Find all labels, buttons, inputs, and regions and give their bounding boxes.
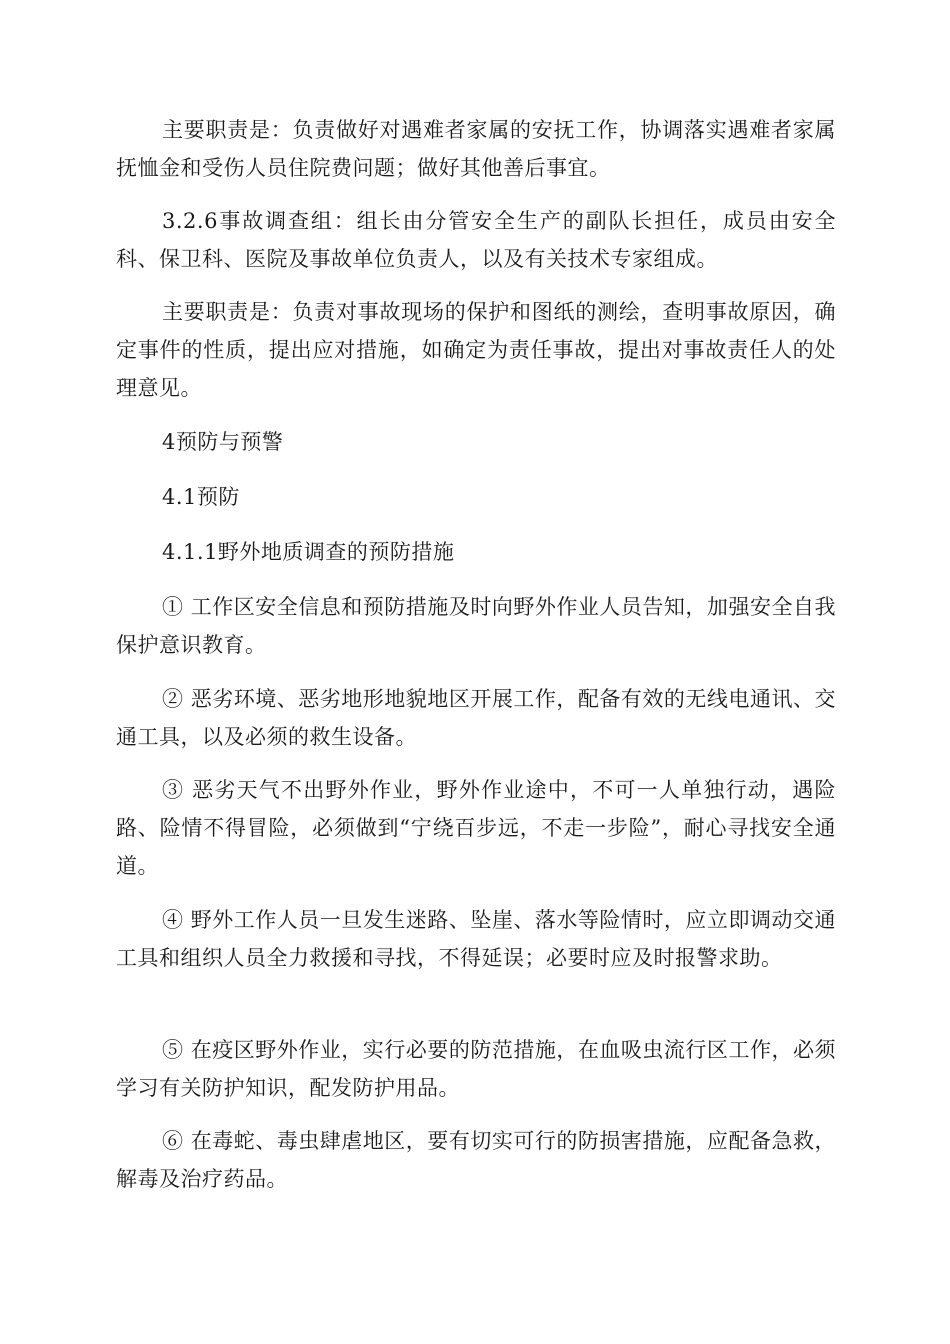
heading-prevention-warning: 4预防与预警 bbox=[162, 430, 284, 454]
heading-field-survey-measures: 4.1.1野外地质调查的预防措施 bbox=[162, 540, 455, 564]
list-item-5: ⑤ 在疫区野外作业，实行必要的防范措施，在血吸虫流行区工作，必须学习有关防护知识，配发防护用品。 bbox=[116, 1038, 836, 1100]
paragraph-duties-investigation: 主要职责是：负责对事故现场的保护和图纸的测绘，查明事故原因，确定事件的性质，提出应对措施，如确定为责任事故，提出对事故责任人的处理意见。 bbox=[116, 300, 836, 400]
paragraph-investigation-team: 3.2.6事故调查组：组长由分管安全生产的副队长担任，成员由安全科、保卫科、医院及事故单位负责人，以及有关技术专家组成。 bbox=[116, 209, 836, 271]
list-item-6: ⑥ 在毒蛇、毒虫肆虐地区，要有切实可行的防损害措施，应配备急救，解毒及治疗药品。 bbox=[116, 1129, 836, 1191]
paragraph-duties-aftercare: 主要职责是：负责做好对遇难者家属的安抚工作，协调落实遇难者家属抚恤金和受伤人员住院费问题；做好其他善后事宜。 bbox=[116, 118, 836, 180]
list-item-2: ② 恶劣环境、恶劣地形地貌地区开展工作，配备有效的无线电通讯、交通工具，以及必须的救生设备。 bbox=[116, 687, 836, 749]
list-item-4: ④ 野外工作人员一旦发生迷路、坠崖、落水等险情时，应立即调动交通工具和组织人员全力救援和寻找，不得延误；必要时应及时报警求助。 bbox=[116, 908, 836, 970]
list-item-3: ③ 恶劣天气不出野外作业，野外作业途中，不可一人单独行动，遇险路、险情不得冒险，必须做到“宁绕百步远，不走一步险”，耐心寻找安全通道。 bbox=[116, 778, 836, 878]
list-item-1: ① 工作区安全信息和预防措施及时向野外作业人员告知，加强安全自我保护意识教育。 bbox=[116, 595, 836, 657]
heading-prevention: 4.1预防 bbox=[162, 485, 240, 509]
